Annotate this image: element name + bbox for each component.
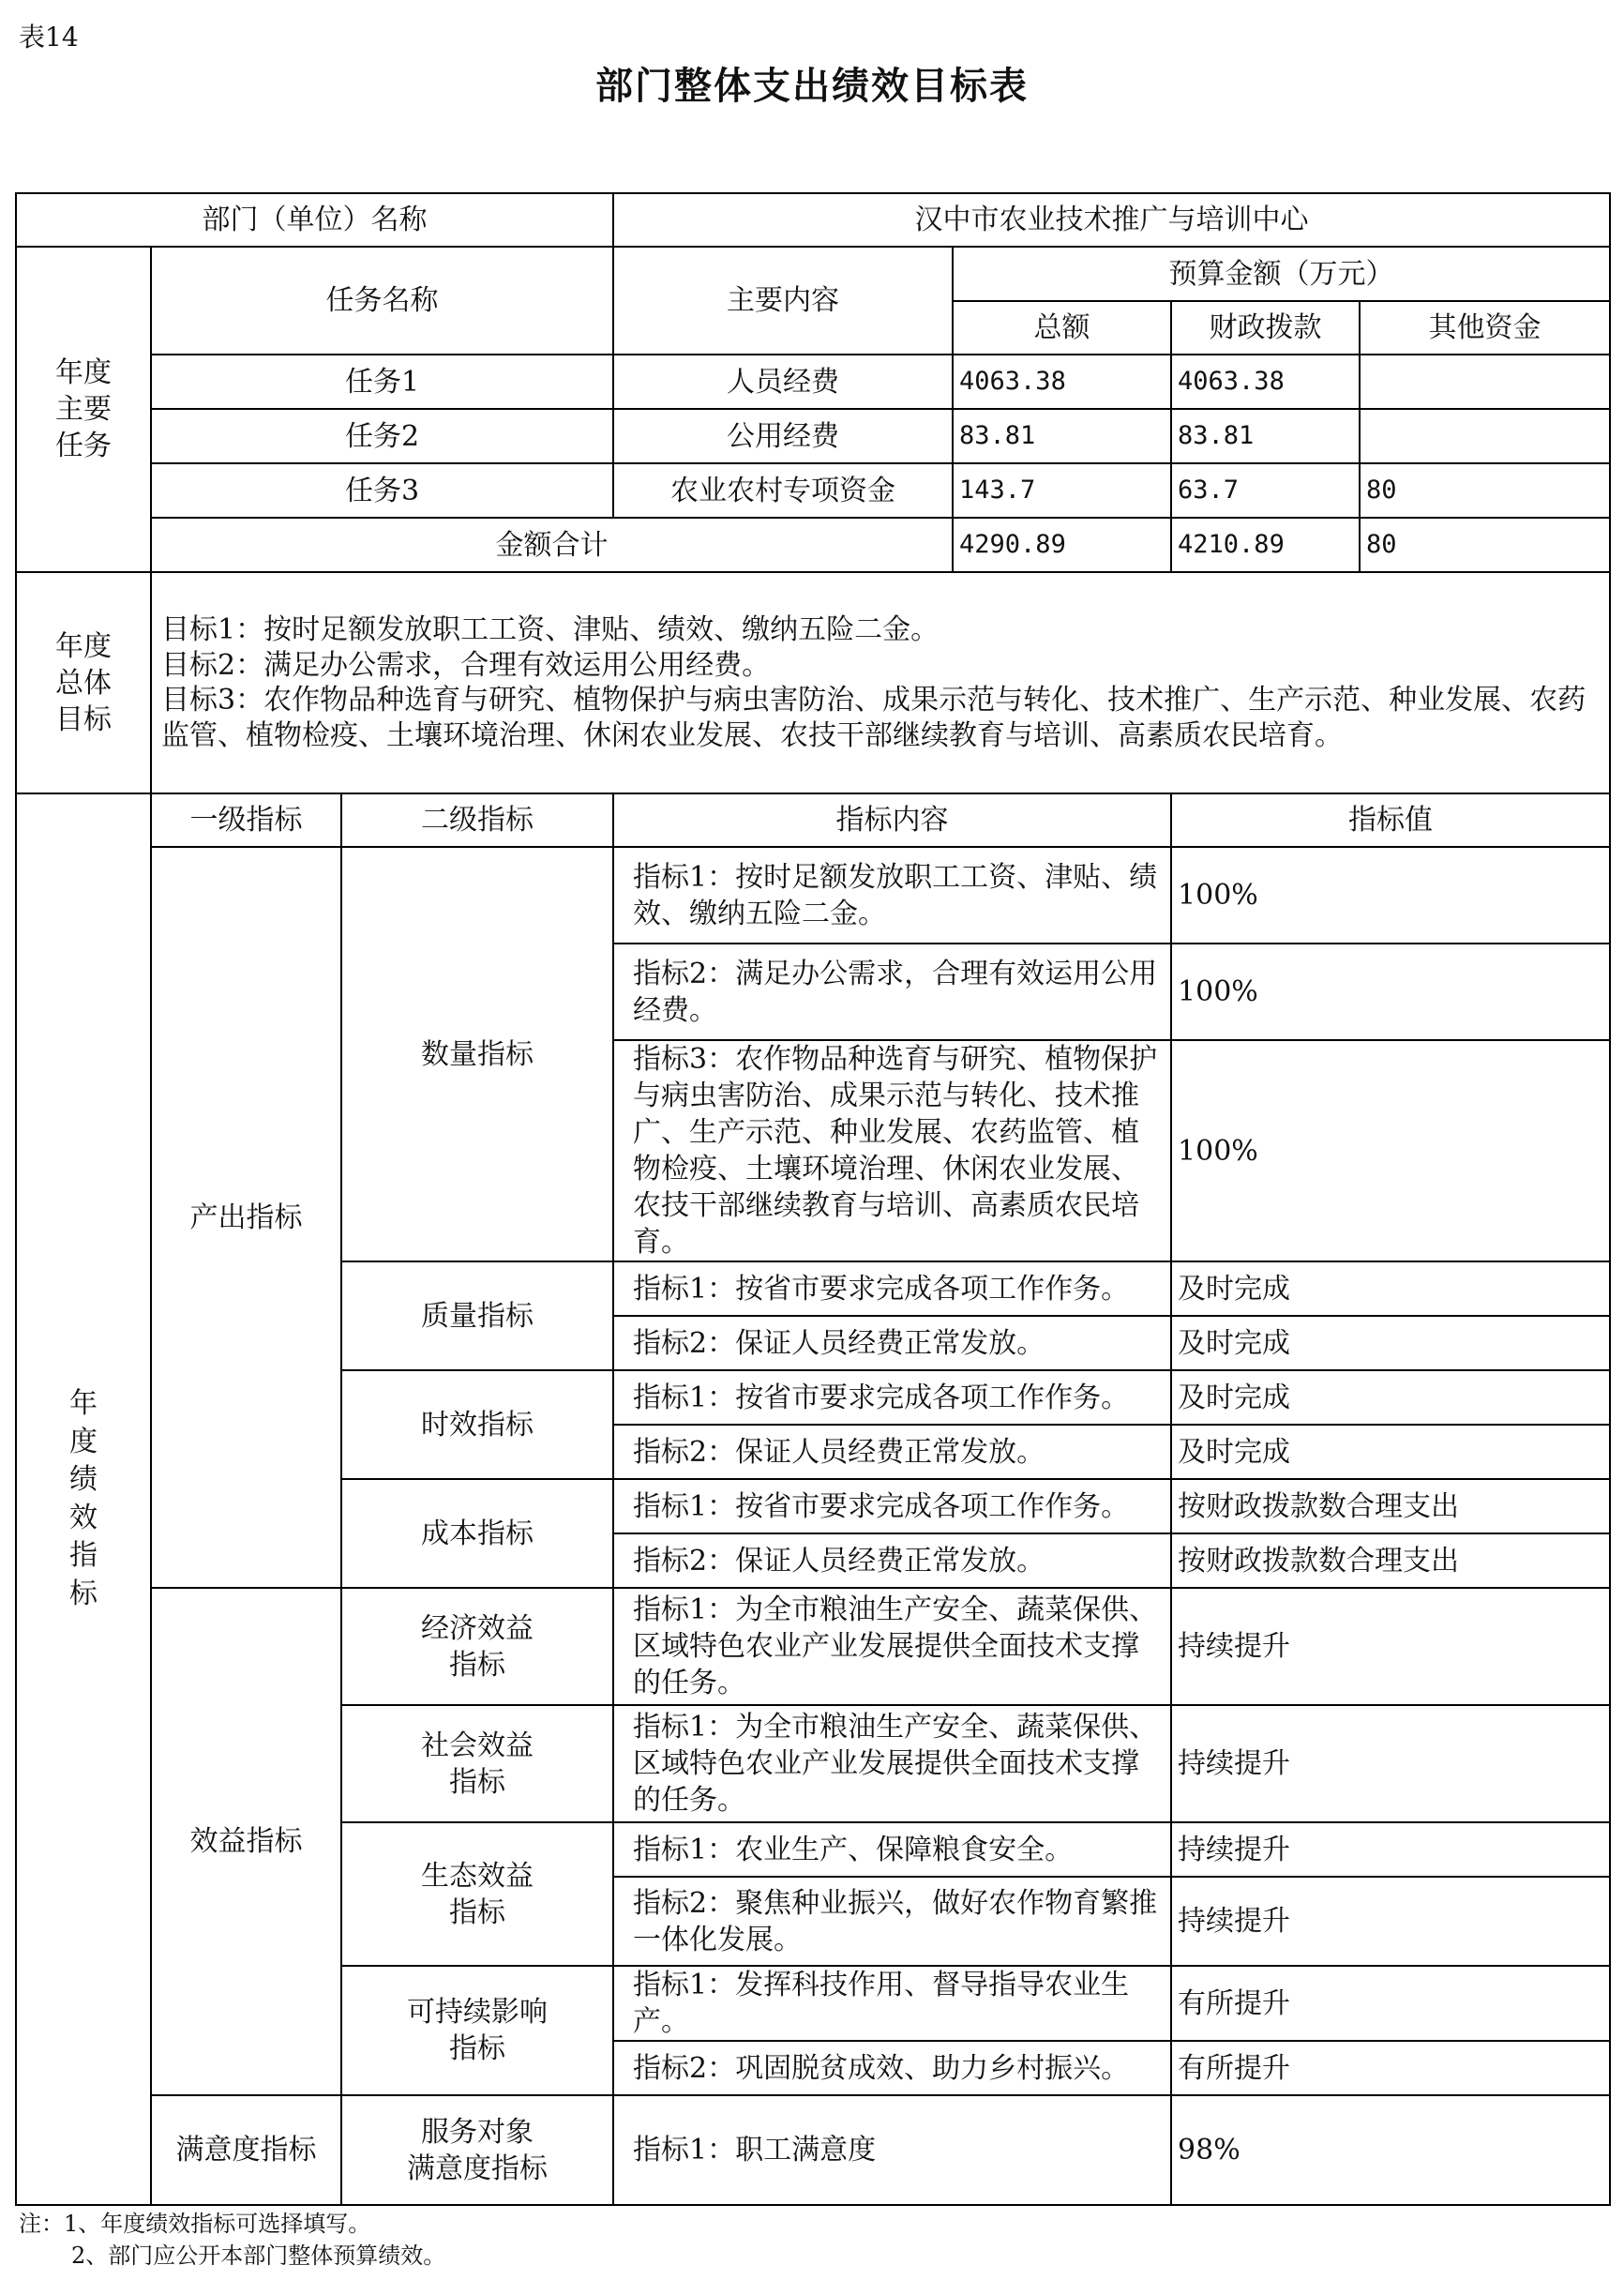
sum-total: 4290.89 (953, 518, 1171, 572)
level2-economic: 经济效益 指标 (341, 1588, 613, 1705)
task-row (16, 463, 1610, 518)
indicator-row (16, 2095, 1610, 2205)
indicator-content: 指标1：按省市要求完成各项工作作务。 (613, 1261, 1171, 1316)
indicator-value: 有所提升 (1171, 1966, 1610, 2041)
indicator-row (16, 847, 1610, 944)
goals-content (151, 572, 1610, 793)
indicator-value: 持续提升 (1171, 1822, 1610, 1877)
sum-label: 金额合计 (151, 518, 953, 572)
indicator-value: 持续提升 (1171, 1705, 1610, 1822)
indicator-value: 按财政拨款数合理支出 (1171, 1479, 1610, 1533)
level2-cost: 成本指标 (341, 1479, 613, 1588)
goal-line: 目标1：按时足额发放职工工资、津贴、绩效、缴纳五险二金。 (161, 613, 940, 646)
indicator-content: 指标2：保证人员经费正常发放。 (613, 1316, 1171, 1370)
task-fiscal: 63.7 (1171, 463, 1360, 518)
goals-section-label: 年度 总体 目标 (16, 572, 151, 793)
col-main-content: 主要内容 (613, 247, 953, 355)
task-content: 公用经费 (613, 409, 953, 463)
tasks-section-label: 年度 主要 任务 (16, 247, 151, 572)
indicator-content: 指标3：农作物品种选育与研究、植物保护与病虫害防治、成果示范与转化、技术推广、生产示范、种业发展、农药监管、植物检疫、土壤环境治理、休闲农业发展、农技干部继续教育与培训、高素质农民培育。 (613, 1040, 1171, 1261)
col-fiscal: 财政拨款 (1171, 301, 1360, 355)
level1-benefit: 效益指标 (151, 1588, 341, 2095)
indicator-value: 100% (1171, 944, 1610, 1040)
indicator-value: 及时完成 (1171, 1316, 1610, 1370)
indicator-content: 指标1：发挥科技作用、督导指导农业生产。 (613, 1966, 1171, 2041)
indicator-content: 指标1：按时足额发放职工工资、津贴、绩效、缴纳五险二金。 (613, 847, 1171, 944)
col-indicator-value: 指标值 (1171, 793, 1610, 847)
level2-service: 服务对象 满意度指标 (341, 2095, 613, 2205)
goal-line: 目标2：满足办公需求，合理有效运用公用经费。 (161, 648, 771, 682)
col-indicator-content: 指标内容 (613, 793, 1171, 847)
indicator-content: 指标1：按省市要求完成各项工作作务。 (613, 1479, 1171, 1533)
indicator-value: 按财政拨款数合理支出 (1171, 1533, 1610, 1588)
indicator-content: 指标2：满足办公需求，合理有效运用公用经费。 (613, 944, 1171, 1040)
indicator-content: 指标2：保证人员经费正常发放。 (613, 1425, 1171, 1479)
level1-satisfaction: 满意度指标 (151, 2095, 341, 2205)
indicator-content: 指标1：为全市粮油生产安全、蔬菜保供、区域特色农业产业发展提供全面技术支撑的任务。 (613, 1705, 1171, 1822)
task-total: 143.7 (953, 463, 1171, 518)
sum-other: 80 (1360, 518, 1610, 572)
indicator-value: 98% (1171, 2095, 1610, 2205)
level2-quality: 质量指标 (341, 1261, 613, 1370)
goal-line: 目标3：农作物品种选育与研究、植物保护与病虫害防治、成果示范与转化、技术推广、生产示范、种业发展、农药监管、植物检疫、土壤环境治理、休闲农业发展、农技干部继续教育与培训、高素质农民培育。 (161, 684, 1586, 752)
indicator-value: 持续提升 (1171, 1877, 1610, 1966)
indicator-content: 指标2：巩固脱贫成效、助力乡村振兴。 (613, 2041, 1171, 2095)
indicator-content: 指标1：农业生产、保障粮食安全。 (613, 1822, 1171, 1877)
indicator-row (16, 1588, 1610, 1705)
indicator-content: 指标1：职工满意度 (613, 2095, 1171, 2205)
indicator-content: 指标2：保证人员经费正常发放。 (613, 1533, 1171, 1588)
task-fiscal: 4063.38 (1171, 355, 1360, 409)
level2-timeliness: 时效指标 (341, 1370, 613, 1479)
task-content: 人员经费 (613, 355, 953, 409)
level2-ecological: 生态效益 指标 (341, 1822, 613, 1966)
indicator-value: 100% (1171, 1040, 1610, 1261)
task-name: 任务1 (151, 355, 613, 409)
indicator-content: 指标2：聚焦种业振兴，做好农作物育繁推一体化发展。 (613, 1877, 1171, 1966)
task-row (16, 355, 1610, 409)
indicator-value: 及时完成 (1171, 1261, 1610, 1316)
level2-social: 社会效益 指标 (341, 1705, 613, 1822)
sum-fiscal: 4210.89 (1171, 518, 1360, 572)
col-budget: 预算金额（万元） (953, 247, 1610, 301)
task-other: 80 (1360, 463, 1610, 518)
page-title: 部门整体支出绩效目标表 (595, 64, 1029, 108)
footnote: 2、部门应公开本部门整体预算绩效。 (71, 2242, 446, 2269)
indicator-value: 持续提升 (1171, 1588, 1610, 1705)
indicator-value: 有所提升 (1171, 2041, 1610, 2095)
footnote: 注：1、年度绩效指标可选择填写。 (19, 2211, 371, 2237)
performance-target-table (15, 192, 1611, 2206)
level2-sustainable: 可持续影响 指标 (341, 1966, 613, 2095)
col-other: 其他资金 (1360, 301, 1610, 355)
col-total: 总额 (953, 301, 1171, 355)
indicator-value: 及时完成 (1171, 1370, 1610, 1425)
dept-label: 部门（单位）名称 (16, 193, 613, 247)
col-level2: 二级指标 (341, 793, 613, 847)
indicators-section-label: 年 度 绩 效 指 标 (16, 793, 151, 2205)
task-other (1360, 355, 1610, 409)
task-other (1360, 409, 1610, 463)
task-total: 83.81 (953, 409, 1171, 463)
indicator-content: 指标1：按省市要求完成各项工作作务。 (613, 1370, 1171, 1425)
col-level1: 一级指标 (151, 793, 341, 847)
table-number: 表14 (19, 22, 79, 53)
indicator-content: 指标1：为全市粮油生产安全、蔬菜保供、区域特色农业产业发展提供全面技术支撑的任务。 (613, 1588, 1171, 1705)
task-name: 任务2 (151, 409, 613, 463)
indicator-value: 及时完成 (1171, 1425, 1610, 1479)
indicator-value: 100% (1171, 847, 1610, 944)
task-fiscal: 83.81 (1171, 409, 1360, 463)
dept-name: 汉中市农业技术推广与培训中心 (613, 193, 1610, 247)
task-row (16, 409, 1610, 463)
task-content: 农业农村专项资金 (613, 463, 953, 518)
task-name: 任务3 (151, 463, 613, 518)
task-total: 4063.38 (953, 355, 1171, 409)
level1-output: 产出指标 (151, 847, 341, 1588)
sum-row (16, 518, 1610, 572)
level2-quantity: 数量指标 (341, 847, 613, 1261)
col-task-name: 任务名称 (151, 247, 613, 355)
footnotes (19, 2209, 445, 2272)
